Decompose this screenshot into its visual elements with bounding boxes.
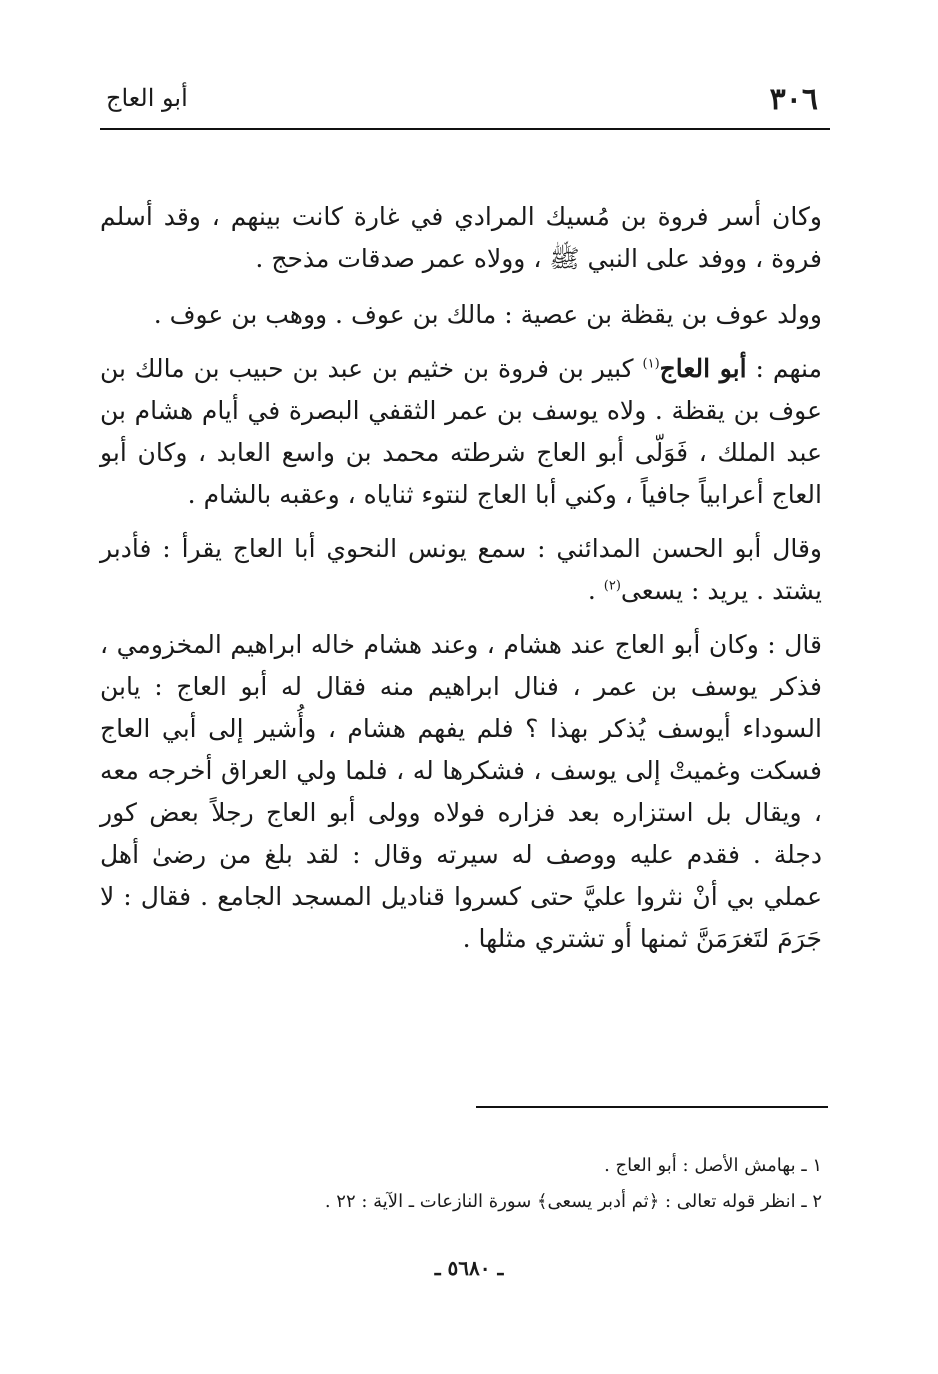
page-number: ٣٠٦	[769, 82, 818, 117]
name-heading: أبو العاج	[659, 354, 747, 383]
page-header	[100, 82, 830, 126]
paragraph-1: وكان أسر فروة بن مُسيك المرادي في غارة كانت بينهم ، وقد أسلم فروة ، ووفد على النبي ﷺ ، وولاه عمر صدقات مذحج .	[100, 202, 822, 273]
body-text	[100, 196, 822, 972]
paragraph-3	[100, 348, 822, 516]
paragraph-4-text: وقال أبو الحسن المدائني : سمع يونس النحوي أبا العاج يقرأ : فأدبر يشتد . يريد : يسعى	[100, 534, 822, 605]
paragraph-5: قال : وكان أبو العاج عند هشام ، وعند هشام خاله ابراهيم المخزومي ، فذكر يوسف بن عمر ، فنال ابراهيم منه فقال له أبو العاج : يابن السوداء أيوسف يُذكر بهذا ؟ فلم يفهم هشام ، وأُشير إلى أبي العاج فسكت وغميتْ إلى يوسف ، فشكرها له ، فلما ولي العراق أخرجه معه ، ويقال بل استزاره بعد فزاره فولاه وولى أبو العاج رجلاً بعض كور دجلة . فقدم عليه ووصف له سيرته وقال : لقد بلغ من رضىٰ أهل عملي بي أنْ نثروا عليَّ حتى كسروا قناديل المسجد الجامع . فقال : لا جَرَمَ لتَغرَمَنَّ ثمنها أو تشتري مثلها .	[100, 630, 822, 953]
footnote-ref-1: (١)	[642, 356, 660, 372]
paragraph-3-prefix: منهم :	[755, 354, 822, 383]
footnote-2: ٢ ـ انظر قوله تعالى : ﴿ثم أدبر يسعى﴾ سورة النازعات ـ الآية : ٢٢ .	[324, 1191, 822, 1212]
running-title: أبو العاج	[106, 84, 188, 112]
folio-number: ـ ٥٦٨٠ ـ	[434, 1256, 504, 1280]
footnote-1: ١ ـ بهامش الأصل : أبو العاج .	[604, 1155, 822, 1176]
paragraph-3-text: كبير بن فروة بن خثيم بن عبد بن حبيب بن مالك بن عوف بن يقظة . ولاه يوسف بن عمر الثقفي البصرة في أيام هشام بن عبد الملك ، فَوَلّى أبو العاج شرطته محمد بن واسع العابد ، وكان أبو العاج أعرابياً جافياً ، وكني أبا العاج لنتوء ثناياه ، وعقبه بالشام .	[100, 354, 822, 509]
paragraph-4	[100, 528, 822, 612]
footnote-ref-2: (٢)	[603, 578, 621, 594]
paragraph-4-end: .	[587, 576, 604, 605]
footnotes	[100, 1148, 822, 1220]
header-rule	[100, 128, 830, 130]
footnote-rule	[476, 1106, 828, 1108]
paragraph-2: وولد عوف بن يقظة بن عصية : مالك بن عوف . ووهب بن عوف .	[153, 300, 822, 329]
